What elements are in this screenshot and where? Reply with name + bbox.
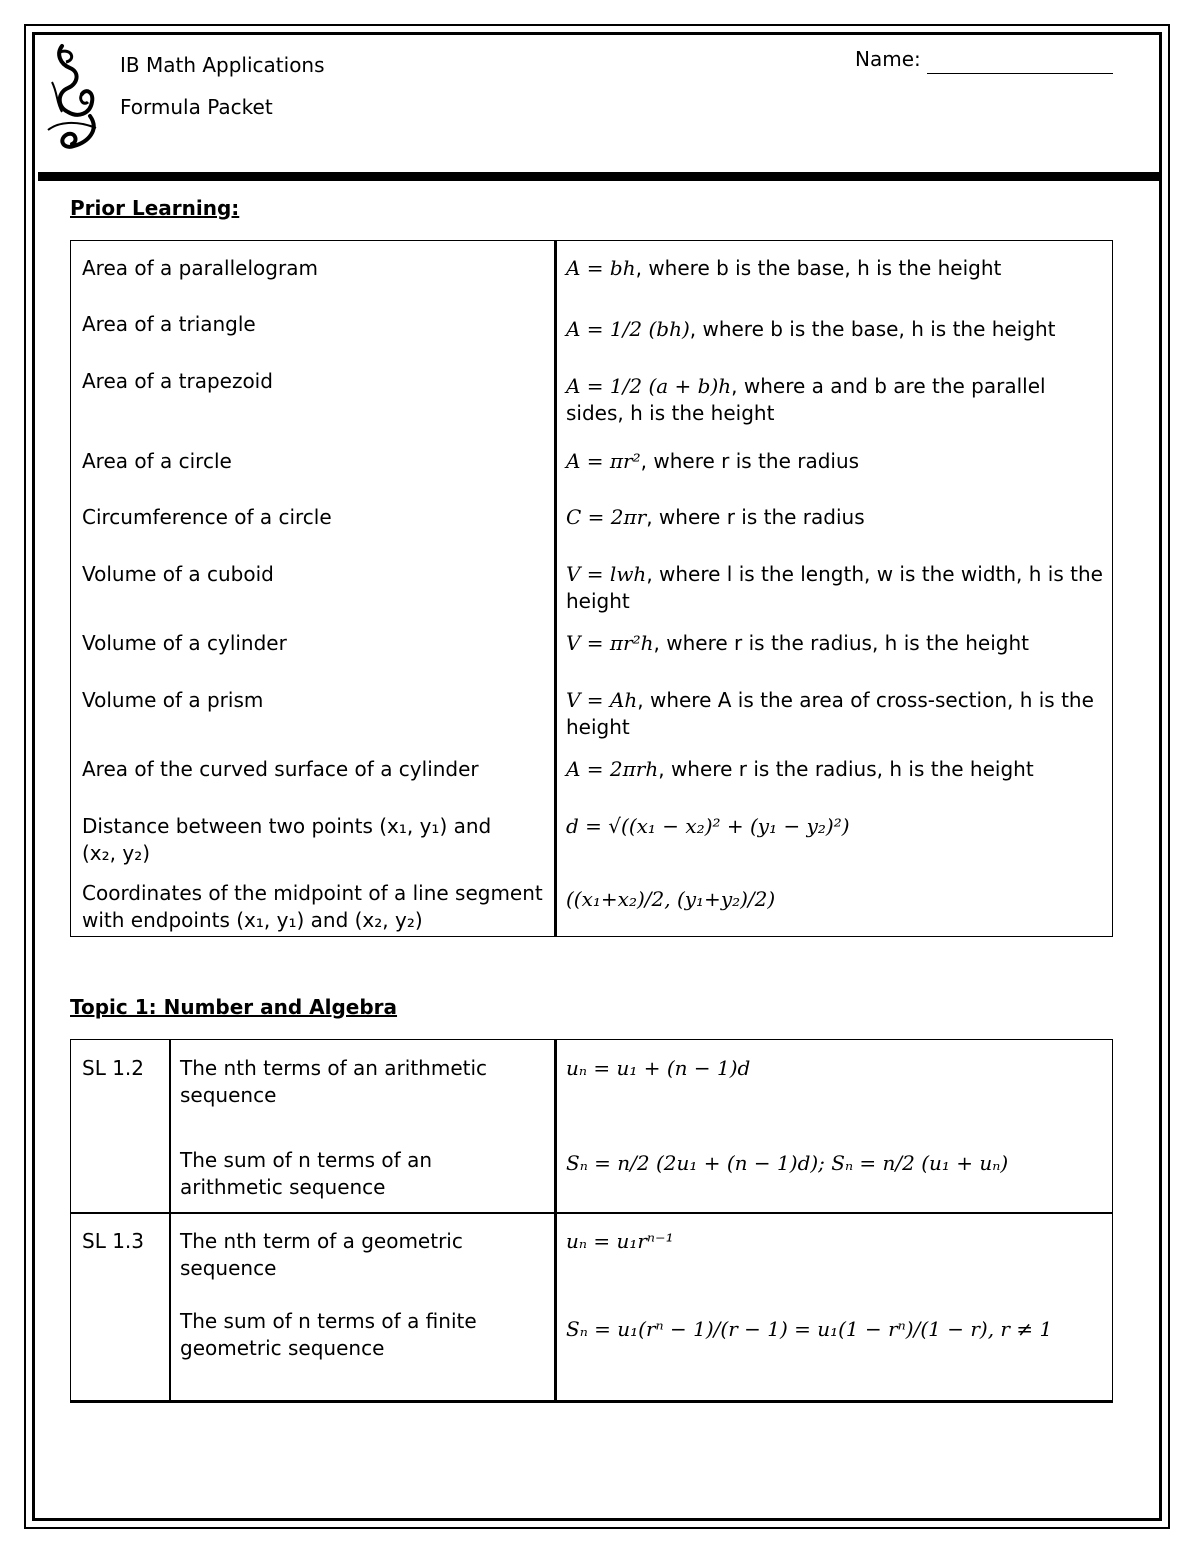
sl-1-2-formula-1: Sₙ = n/2 (2u₁ + (n − 1)d); Sₙ = n/2 (u₁ + uₙ) bbox=[566, 1151, 1009, 1175]
sl-1-3-code: SL 1.3 bbox=[82, 1229, 145, 1253]
prior-formula-0 bbox=[566, 255, 1106, 282]
prior-label-6: Volume of a cylinder bbox=[82, 631, 287, 655]
header-title-block bbox=[120, 44, 325, 128]
formula-text: A = bh bbox=[566, 256, 636, 280]
prior-formula-1 bbox=[566, 316, 1106, 343]
topic1-formula-divider bbox=[554, 1039, 557, 1403]
prior-formula-5 bbox=[566, 561, 1106, 615]
topic1-heading: Topic 1: Number and Algebra bbox=[70, 995, 398, 1019]
formula-desc: , where b is the base, h is the height bbox=[689, 317, 1056, 341]
prior-label-9: Distance between two points (x₁, y₁) and (x₂, y₂) bbox=[82, 814, 492, 865]
sl-1-3-label-1: The sum of n terms of a finite geometric sequence bbox=[180, 1309, 477, 1360]
scroll-ornament-logo bbox=[42, 42, 112, 164]
sl-1-3-formula-1: Sₙ = u₁(rⁿ − 1)/(r − 1) = u₁(1 − rⁿ)/(1 − r), r ≠ 1 bbox=[566, 1317, 1053, 1341]
name-field[interactable] bbox=[855, 44, 1113, 74]
formula-desc: , where a and b are the parallel sides, h is the height bbox=[566, 374, 1046, 425]
sl-1-3-label-0: The nth term of a geometric sequence bbox=[180, 1229, 463, 1280]
prior-label-8: Area of the curved surface of a cylinder bbox=[82, 757, 479, 781]
formula-text: V = Ah bbox=[566, 688, 638, 712]
formula-desc: , where l is the length, w is the width, h is the height bbox=[566, 562, 1103, 613]
prior-label-3: Area of a circle bbox=[82, 449, 232, 473]
formula-text: C = 2πr bbox=[566, 505, 647, 529]
sl-1-2-label-1: The sum of n terms of an arithmetic sequence bbox=[180, 1148, 433, 1199]
prior-label-5: Volume of a cuboid bbox=[82, 562, 274, 586]
formula-text: d = √((x₁ − x₂)² + (y₁ − y₂)²) bbox=[566, 814, 850, 838]
prior-label-0: Area of a parallelogram bbox=[82, 256, 318, 280]
prior-label-4: Circumference of a circle bbox=[82, 505, 332, 529]
prior-formula-10 bbox=[566, 886, 1106, 913]
prior-label-2: Area of a trapezoid bbox=[82, 369, 273, 393]
formula-text: A = 1/2 (a + b)h bbox=[566, 374, 732, 398]
formula-desc: , where A is the area of cross-section, h is the height bbox=[566, 688, 1094, 739]
topic1-code-divider bbox=[169, 1039, 171, 1403]
prior-formula-4 bbox=[566, 504, 1106, 531]
formula-text: ((x₁+x₂)/2, (y₁+y₂)/2) bbox=[566, 887, 776, 911]
course-title: IB Math Applications bbox=[120, 53, 325, 77]
sl-1-3-formula-0: uₙ = u₁rⁿ⁻¹ bbox=[566, 1229, 674, 1253]
name-blank-line[interactable] bbox=[927, 51, 1113, 74]
prior-formula-3 bbox=[566, 448, 1106, 475]
prior-formula-8 bbox=[566, 756, 1106, 783]
formula-desc: , where b is the base, h is the height bbox=[635, 256, 1002, 280]
document-title: Formula Packet bbox=[120, 95, 273, 119]
prior-label-7: Volume of a prism bbox=[82, 688, 264, 712]
prior-label-1: Area of a triangle bbox=[82, 312, 256, 336]
formula-desc: , where r is the radius, h is the height bbox=[653, 631, 1029, 655]
header-divider bbox=[38, 172, 1160, 181]
formula-desc: , where r is the radius, h is the height bbox=[658, 757, 1034, 781]
prior-learning-heading: Prior Learning: bbox=[70, 196, 240, 220]
topic1-row-divider bbox=[70, 1212, 1113, 1214]
sl-1-2-label-0: The nth terms of an arithmetic sequence bbox=[180, 1056, 488, 1107]
topic1-bottom-rule bbox=[70, 1400, 1113, 1403]
prior-formula-6 bbox=[566, 630, 1106, 657]
formula-desc: , where r is the radius bbox=[640, 449, 860, 473]
formula-text: V = lwh bbox=[566, 562, 647, 586]
prior-formula-9 bbox=[566, 813, 1106, 840]
prior-label-10: Coordinates of the midpoint of a line segment with endpoints (x₁, y₁) and (x₂, y₂) bbox=[82, 881, 543, 932]
formula-desc: , where r is the radius bbox=[646, 505, 865, 529]
name-label: Name: bbox=[855, 47, 921, 71]
sl-1-2-code: SL 1.2 bbox=[82, 1056, 145, 1080]
formula-text: A = πr² bbox=[566, 449, 641, 473]
prior-formula-2 bbox=[566, 373, 1106, 427]
formula-text: V = πr²h bbox=[566, 631, 654, 655]
prior-table-divider bbox=[554, 240, 557, 937]
formula-text: A = 2πrh bbox=[566, 757, 659, 781]
prior-formula-7 bbox=[566, 687, 1106, 741]
formula-text: A = 1/2 (bh) bbox=[566, 317, 690, 341]
sl-1-2-formula-0: uₙ = u₁ + (n − 1)d bbox=[566, 1056, 751, 1080]
